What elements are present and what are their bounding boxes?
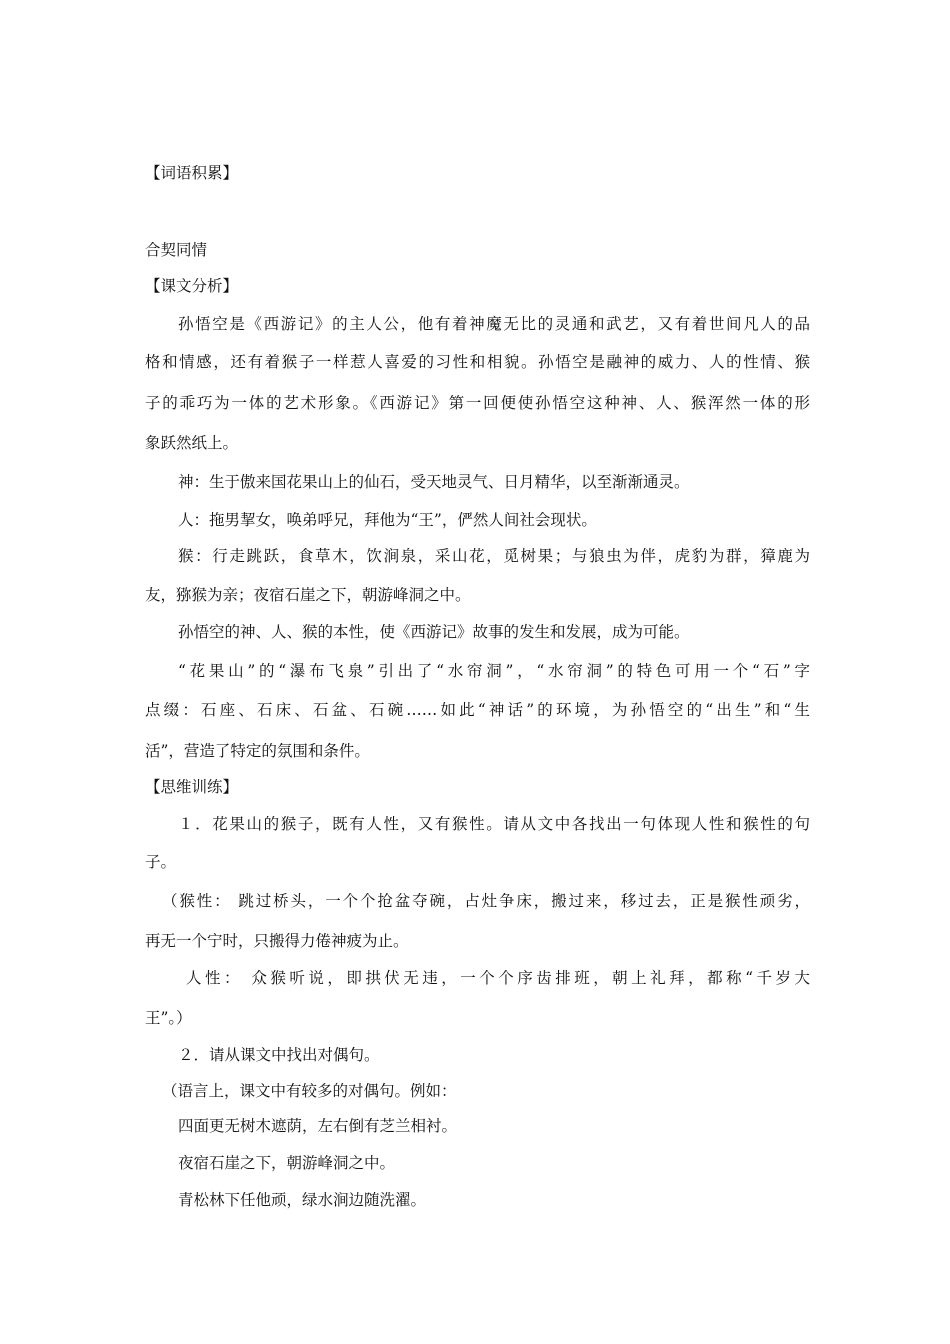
analysis-line: 猴：行走跳跃，食草木，饮涧泉，采山花，觅树果；与狼虫为伴，虎豹为群，獐鹿为 xyxy=(178,547,810,565)
analysis-line: 象跃然纸上。 xyxy=(145,434,239,452)
training-line: （语言上，课文中有较多的对偶句。例如： xyxy=(162,1082,457,1100)
analysis-line: 孙悟空是《西游记》的主人公，他有着神魔无比的灵通和武艺，又有着世间凡人的品 xyxy=(178,315,810,333)
training-line: １．花果山的猴子，既有人性，又有猴性。请从文中各找出一句体现人性和猴性的句 xyxy=(178,815,810,833)
analysis-line: 格和情感，还有着猴子一样惹人喜爱的习性和相貌。孙悟空是融神的威力、人的性情、猴 xyxy=(145,353,810,371)
training-line: 青松林下任他顽，绿水涧边随洗濯。 xyxy=(178,1191,427,1209)
training-line: ２．请从课文中找出对偶句。 xyxy=(178,1046,380,1064)
training-line: 王”。） xyxy=(145,1009,192,1027)
analysis-line: 活”，营造了特定的氛围和条件。 xyxy=(145,742,370,760)
analysis-line: 子的乖巧为一体的艺术形象。《西游记》第一回便使孙悟空这种神、人、猴浑然一体的形 xyxy=(145,394,810,412)
analysis-line: 人：拖男挈女，唤弟呼兄，拜他为“王”，俨然人间社会现状。 xyxy=(178,511,597,529)
analysis-line: “花果山”的“瀑布飞泉”引出了“水帘洞”，“水帘洞”的特色可用一个“石”字 xyxy=(178,662,810,680)
training-line: （猴性： 跳过桥头，一个个抢盆夺碗，占灶争床，搬过来，移过去，正是猴性顽劣， xyxy=(162,892,810,910)
analysis-line: 点缀：石座、石床、石盆、石碗……如此“神话”的环境，为孙悟空的“出生”和“生 xyxy=(145,701,810,719)
training-line: 四面更无树木遮荫，左右倒有芝兰相衬。 xyxy=(178,1117,458,1135)
training-line: 子。 xyxy=(145,853,177,871)
training-line: 人性： 众猴听说，即拱伏无违，一个个序齿排班，朝上礼拜，都称“千岁大 xyxy=(186,969,810,987)
analysis-line: 孙悟空的神、人、猴的本性，使《西游记》故事的发生和发展，成为可能。 xyxy=(178,623,690,641)
vocab-item-overflow: 合契同情 xyxy=(145,241,208,259)
training-line: 再无一个宁时，只搬得力倦神疲为止。 xyxy=(145,932,409,950)
section-heading-training: 【思维训练】 xyxy=(145,778,239,796)
analysis-line: 神：生于傲来国花果山上的仙石，受天地灵气、日月精华，以至渐渐通灵。 xyxy=(178,473,690,491)
training-line: 夜宿石崖之下，朝游峰洞之中。 xyxy=(178,1154,396,1172)
section-heading-vocab: 【词语积累】 xyxy=(145,164,239,182)
section-heading-analysis: 【课文分析】 xyxy=(145,277,239,295)
analysis-line: 友，猕猴为亲；夜宿石崖之下，朝游峰洞之中。 xyxy=(145,586,471,604)
